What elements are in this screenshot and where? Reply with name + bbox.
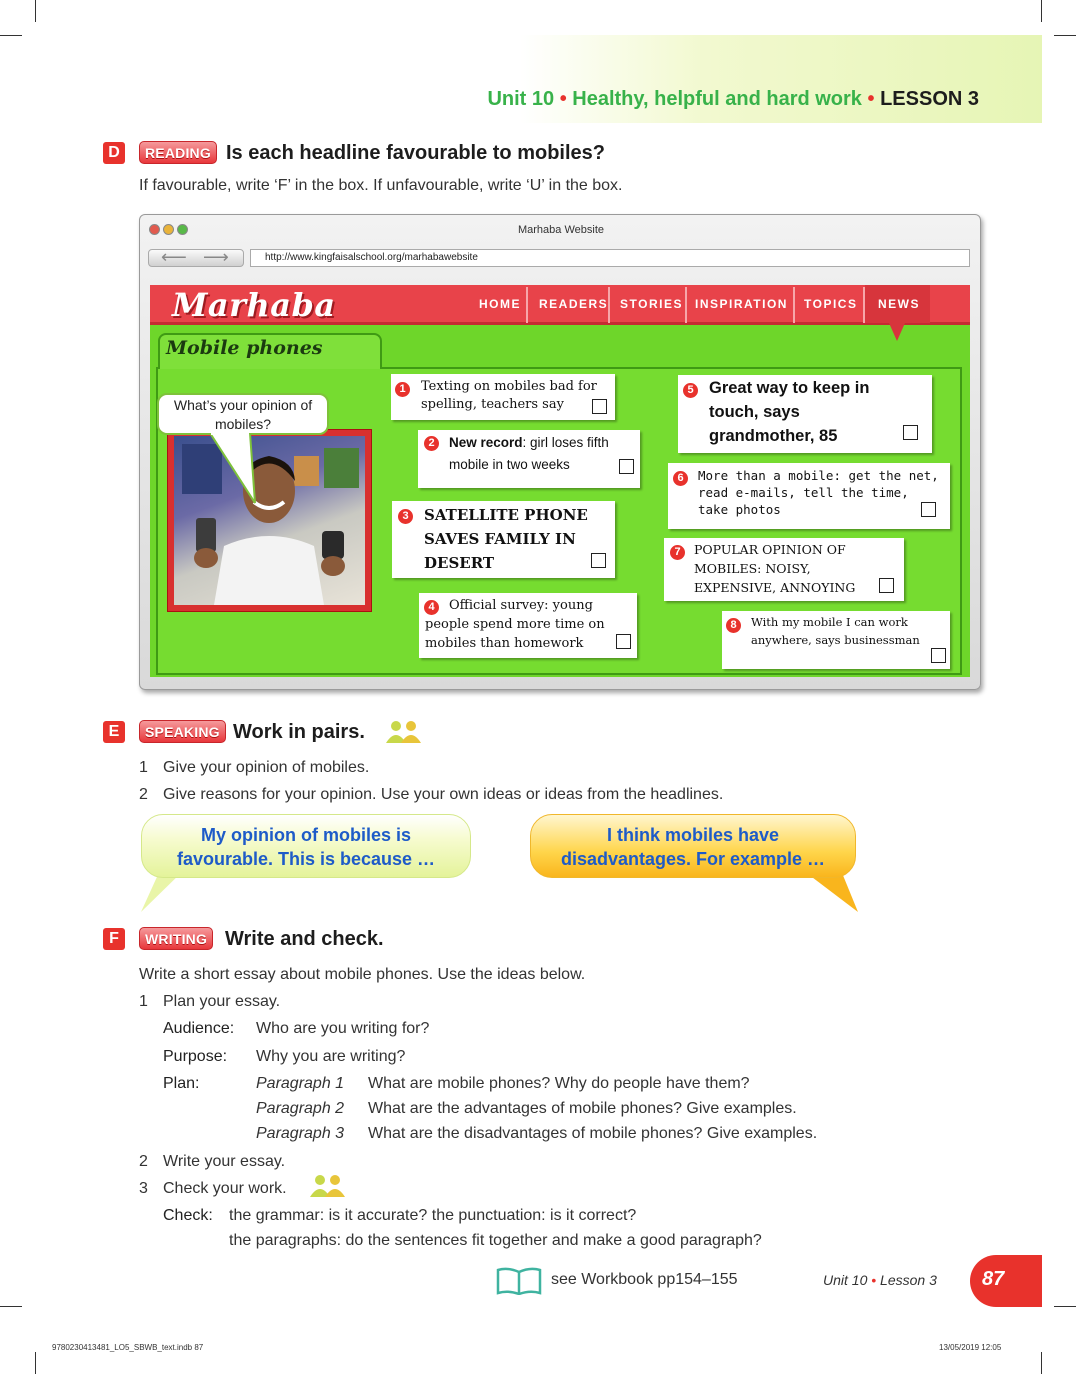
- headline-text: With my mobile I can work anywhere, says businessman: [751, 615, 920, 647]
- speech-bubble-favourable: [141, 814, 471, 878]
- section-letter-f: F: [103, 928, 125, 950]
- section-d-title: Is each headline favourable to mobiles?: [226, 142, 605, 164]
- headline-clipping-5: [678, 375, 932, 453]
- writing-badge: WRITING: [139, 927, 213, 950]
- section-d-instruction: If favourable, write ‘F’ in the box. If unfavourable, write ‘U’ in the box.: [139, 177, 623, 194]
- nav-inspiration[interactable]: INSPIRATION: [695, 297, 788, 311]
- bubble-line: I think mobiles have: [606, 825, 780, 845]
- item-number: 2: [139, 786, 148, 803]
- audience-text: Who are you writing for?: [256, 1020, 430, 1037]
- nav-news[interactable]: NEWS: [878, 297, 920, 311]
- unit-header: [487, 88, 979, 111]
- reading-badge: READING: [139, 141, 217, 164]
- answer-box[interactable]: [591, 553, 606, 568]
- headline-text: SATELLITE PHONE SAVES FAMILY IN DESERT: [424, 506, 588, 572]
- headline-number: 8: [726, 618, 741, 633]
- answer-box[interactable]: [921, 502, 936, 517]
- purpose-text: Why you are writing?: [256, 1048, 406, 1065]
- page-number-tab: [970, 1255, 1042, 1307]
- nav-divider: [526, 287, 528, 323]
- headline-number: 2: [424, 436, 439, 451]
- crop-mark: [1054, 1306, 1076, 1307]
- forward-arrow-icon[interactable]: ⟶: [203, 247, 229, 267]
- nav-readers[interactable]: READERS: [539, 297, 609, 311]
- audience-label: Audience:: [163, 1020, 235, 1037]
- footer-unit-lesson: [823, 1272, 937, 1288]
- crop-mark: [35, 1352, 36, 1374]
- step-number: 2: [139, 1153, 148, 1170]
- item-text: Give your opinion of mobiles.: [163, 759, 370, 776]
- paragraph-text: What are mobile phones? Why do people have them?: [368, 1075, 750, 1092]
- purpose-label: Purpose:: [163, 1048, 228, 1065]
- headline-text: POPULAR OPINION OF MOBILES: NOISY, EXPENSIVE, ANNOYING: [694, 542, 856, 595]
- step-number: 3: [139, 1180, 148, 1197]
- footer-lesson: Lesson 3: [880, 1272, 937, 1288]
- crop-mark: [1054, 35, 1076, 36]
- headline-text: More than a mobile: get the net, read e-mails, tell the time, take photos: [698, 468, 939, 517]
- bubble-line: favourable. This is because …: [176, 849, 436, 869]
- nav-divider: [793, 287, 795, 323]
- headline-number: 5: [683, 383, 698, 398]
- crop-mark: [0, 1306, 22, 1307]
- site-header: [150, 285, 970, 325]
- answer-box[interactable]: [592, 399, 607, 414]
- headline-clipping-7: [664, 538, 904, 601]
- headline-text: Great way to keep in touch, says grandmother, 85: [709, 379, 870, 445]
- step-text: Write your essay.: [163, 1153, 286, 1170]
- pair-work-icon: [384, 719, 424, 743]
- workbook-reference: see Workbook pp154–155: [551, 1271, 738, 1288]
- nav-buttons: [148, 249, 244, 267]
- bubble-line: My opinion of mobiles is: [200, 825, 411, 845]
- paragraph-text: What are the advantages of mobile phones? Give examples.: [368, 1100, 797, 1117]
- nav-divider: [685, 287, 687, 323]
- section-f-title: Write and check.: [225, 928, 384, 950]
- crop-mark: [1041, 1352, 1042, 1374]
- headline-text: [449, 432, 637, 476]
- headline-text: Texting on mobiles bad for spelling, teachers say: [421, 379, 597, 412]
- workbook-icon: [496, 1267, 542, 1295]
- student-with-phones-image: [174, 436, 365, 605]
- plan-label: Plan:: [163, 1075, 200, 1092]
- answer-box[interactable]: [931, 648, 946, 663]
- page-number: 87: [982, 1268, 1005, 1290]
- answer-box[interactable]: [879, 578, 894, 593]
- headline-clipping-8: [722, 611, 950, 669]
- nav-stories[interactable]: STORIES: [620, 297, 683, 311]
- footer-unit: Unit 10: [823, 1272, 868, 1288]
- check-line: the grammar: is it accurate? the punctuation: is it correct?: [229, 1207, 637, 1224]
- headline-clipping-2: [418, 430, 640, 488]
- separator-dot: •: [867, 88, 875, 110]
- print-slug-date: 13/05/2019 12:05: [939, 1343, 1002, 1352]
- paragraph-text: What are the disadvantages of mobile phones? Give examples.: [368, 1125, 818, 1142]
- step-text: Plan your essay.: [163, 993, 281, 1010]
- item-text: Give reasons for your opinion. Use your own ideas or ideas from the headlines.: [163, 786, 724, 803]
- separator-dot: •: [871, 1272, 877, 1288]
- nav-topics[interactable]: TOPICS: [804, 297, 858, 311]
- check-line: the paragraphs: do the sentences fit together and make a good paragraph?: [229, 1232, 762, 1249]
- step-text: Check your work.: [163, 1180, 287, 1197]
- print-slug-file: 9780230413481_LO5_SBWB_text.indb 87: [52, 1343, 204, 1352]
- crop-mark: [1041, 0, 1042, 22]
- section-tab-label: Mobile phones: [166, 337, 323, 359]
- pair-work-icon: [308, 1173, 348, 1197]
- site-logo[interactable]: Marhaba: [172, 286, 336, 324]
- lesson-label: LESSON 3: [880, 88, 979, 110]
- address-bar[interactable]: http://www.kingfaisalschool.org/marhabawebsite: [250, 249, 970, 267]
- answer-box[interactable]: [619, 459, 634, 474]
- headline-clipping-4: [419, 593, 637, 658]
- step-number: 1: [139, 993, 148, 1010]
- section-e-title: Work in pairs.: [233, 721, 365, 743]
- answer-box[interactable]: [903, 425, 918, 440]
- nav-home[interactable]: HOME: [479, 297, 521, 311]
- headline-number: 4: [424, 600, 439, 615]
- unit-title: Healthy, helpful and hard work: [572, 88, 862, 110]
- section-letter-e: E: [103, 721, 125, 743]
- headline-number: 6: [673, 471, 688, 486]
- student-photo: [167, 429, 372, 612]
- headline-clipping-3: [392, 501, 615, 578]
- headline-number: 7: [670, 545, 685, 560]
- headline-clipping-1: [391, 374, 615, 420]
- speaking-badge: SPEAKING: [139, 720, 226, 743]
- speech-bubble-disadvantages: [530, 814, 856, 878]
- headline-number: 1: [395, 382, 410, 397]
- headline-text: Official survey: young people spend more time on mobiles than homework: [425, 598, 605, 651]
- check-label: Check:: [163, 1207, 213, 1224]
- section-letter-d: D: [103, 142, 125, 164]
- unit-label: Unit 10: [487, 88, 555, 110]
- headline-rest: : girl loses fifth mobile in two weeks: [449, 435, 609, 472]
- section-f-intro: Write a short essay about mobile phones. Use the ideas below.: [139, 966, 586, 983]
- browser-title: Marhaba Website: [517, 224, 604, 236]
- speech-bubble-tail: [205, 433, 265, 505]
- separator-dot: •: [559, 88, 567, 110]
- headline-number: 3: [398, 509, 413, 524]
- active-tab-marker: [865, 285, 930, 341]
- crop-mark: [0, 35, 22, 36]
- bubble-line: disadvantages. For example …: [560, 849, 826, 869]
- answer-box[interactable]: [616, 634, 631, 649]
- crop-mark: [35, 0, 36, 22]
- headline-bold: New record: [449, 435, 523, 450]
- paragraph-name: Paragraph 1: [256, 1075, 345, 1092]
- item-number: 1: [139, 759, 148, 776]
- back-arrow-icon[interactable]: ⟵: [161, 247, 187, 267]
- opinion-speech-bubble: What’s your opinion of mobiles?: [157, 393, 329, 435]
- nav-divider: [608, 287, 610, 323]
- paragraph-name: Paragraph 2: [256, 1100, 345, 1117]
- headline-clipping-6: [668, 463, 950, 529]
- paragraph-name: Paragraph 3: [256, 1125, 345, 1142]
